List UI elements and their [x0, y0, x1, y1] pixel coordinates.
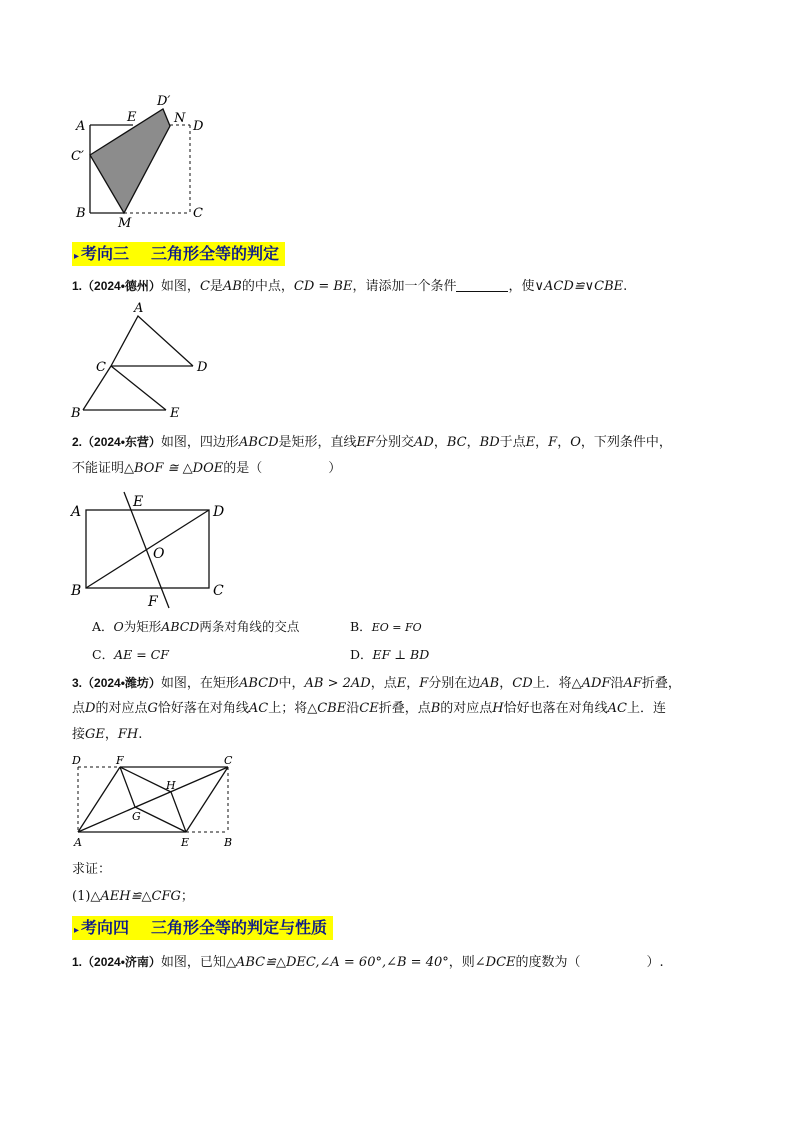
heading-marker-icon: ▸	[74, 251, 80, 262]
question-source: （2024•德州）	[82, 279, 161, 293]
label-A: A	[134, 301, 144, 316]
q-text: 如图，已知	[160, 955, 226, 970]
q-text: ）	[328, 461, 342, 476]
diagonal-BD	[86, 510, 209, 588]
q-math: D	[85, 701, 96, 716]
q-math: E	[525, 435, 536, 450]
section-heading-4	[72, 916, 333, 940]
q-math: BD	[479, 435, 500, 450]
q-text: 上．将	[532, 676, 572, 691]
q-math: △AEH≌△CFG	[90, 889, 181, 904]
q-math: AB > 2AD	[304, 676, 371, 691]
q-text: 的中点，	[241, 279, 294, 294]
heading-label: 考向三	[81, 244, 130, 263]
label-D: D	[72, 754, 81, 767]
label-E: E	[181, 836, 190, 849]
label-D: D	[193, 119, 204, 134]
q-text: ，使	[508, 279, 535, 294]
q-text: 的度数为（	[515, 955, 581, 970]
q-math: F	[419, 676, 429, 691]
q-math: ∨ACD≌∨CBE	[534, 279, 624, 294]
option-C[interactable]	[92, 645, 169, 665]
label-Cprime: C′	[71, 149, 84, 164]
q-math: △ABC≌△DEC,∠A = 60°,∠B = 40°	[225, 955, 449, 970]
q-text: 的对应点	[440, 701, 493, 716]
label-F: F	[116, 754, 124, 767]
q-text: 分别在边	[428, 676, 481, 691]
q-math: EF	[356, 435, 376, 450]
q-text: 沿	[346, 701, 360, 716]
option-A[interactable]	[92, 617, 299, 637]
question-source: （2024•东营）	[82, 435, 161, 449]
heading-label: 考向四	[81, 918, 130, 937]
question-2-line-1	[72, 429, 672, 456]
triangle-ACD	[111, 316, 193, 366]
q-math: O	[570, 435, 581, 450]
label-C: C	[96, 360, 106, 375]
q-math: EF ⊥ BD	[372, 647, 430, 662]
label-Dprime: D′	[157, 94, 171, 109]
label-E: E	[127, 110, 137, 125]
q-math: GE	[85, 727, 105, 742]
q1-figure	[66, 300, 226, 422]
q-text: 如图，在矩形	[160, 676, 239, 691]
label-H: H	[166, 779, 176, 792]
option-B[interactable]	[350, 617, 422, 638]
option-label: B．	[350, 619, 372, 634]
q-text: 上；将	[268, 701, 308, 716]
q-math: AE = CF	[114, 647, 169, 662]
label-E: E	[133, 494, 144, 510]
q-text: ，	[466, 435, 480, 450]
q-text: ，点	[370, 676, 397, 691]
q-math: O	[113, 619, 124, 634]
fold-rectangle-figure	[60, 88, 220, 232]
q-text: ，下列条件中，	[580, 435, 672, 450]
prove-label: 求证：	[72, 862, 112, 877]
label-B: B	[71, 583, 82, 599]
label-F: F	[148, 594, 158, 610]
option-D[interactable]	[350, 645, 429, 665]
label-A: A	[76, 119, 86, 134]
label-O: O	[153, 546, 165, 562]
q-text: ）.	[646, 955, 664, 970]
question-3-line-1	[72, 670, 681, 697]
q-text: ，则	[448, 955, 475, 970]
q-text: ，	[433, 435, 447, 450]
q-text: ，	[535, 435, 549, 450]
label-A: A	[71, 504, 82, 520]
q-text: 两条对角线的交点	[199, 619, 300, 634]
q-math: EO = FO	[371, 621, 422, 634]
question-2-line-2	[72, 456, 341, 482]
label-B: B	[224, 836, 233, 849]
q-math: ABCD	[161, 619, 200, 634]
segment-CE	[111, 366, 166, 410]
q-math: △CBE	[307, 701, 347, 716]
q-math: FH	[117, 727, 139, 742]
q-math: CD = BE	[293, 279, 353, 294]
heading-marker-icon: ▸	[74, 925, 80, 936]
q-text: 如图，四边形	[160, 435, 239, 450]
q-text: 不能证明	[72, 461, 125, 476]
q3-figure	[66, 752, 246, 852]
q-text: 是矩形，直线	[278, 435, 357, 450]
q-text: 中，	[278, 676, 305, 691]
q-math: BC	[446, 435, 467, 450]
label-M: M	[118, 216, 132, 231]
q-text: 折叠，	[641, 676, 681, 691]
option-label: C．	[92, 647, 115, 662]
question-number: 3.	[72, 676, 83, 690]
option-label: A．	[92, 619, 114, 634]
label-D: D	[197, 360, 208, 375]
q-math: ∠DCE	[474, 955, 516, 970]
q-math: H	[492, 701, 504, 716]
q-text: 折叠，点	[378, 701, 431, 716]
question-3-line-2	[72, 696, 666, 722]
q-math: AC	[607, 701, 627, 716]
q-text: 于点	[499, 435, 526, 450]
q-math: C	[199, 279, 210, 294]
q-text: 如图，	[160, 279, 200, 294]
q-math: △BOF ≅ △DOE	[124, 461, 224, 476]
label-B: B	[71, 406, 81, 421]
q-math: AC	[248, 701, 269, 716]
question-number: 2.	[72, 435, 83, 449]
heading-title: 三角形全等的判定	[151, 244, 280, 263]
question-4	[72, 949, 664, 976]
q-math: E	[396, 676, 407, 691]
label-B: B	[76, 206, 86, 221]
label-C: C	[213, 583, 224, 599]
q-math: CD	[512, 676, 533, 691]
label-E: E	[170, 406, 180, 421]
q-text: ，	[104, 727, 118, 742]
q-text: 为矩形	[123, 619, 162, 634]
question-1	[72, 273, 627, 300]
q-text: 恰好落在对角线	[157, 701, 249, 716]
q-text: ；	[180, 889, 194, 904]
q-text: .	[138, 727, 143, 742]
heading-title: 三角形全等的判定与性质	[151, 918, 328, 937]
q-text: (1)	[72, 889, 91, 904]
q-text: 的对应点	[95, 701, 148, 716]
option-label: D．	[350, 647, 373, 662]
q-text: ，	[406, 676, 420, 691]
q-text: ，	[557, 435, 571, 450]
label-D: D	[213, 504, 225, 520]
question-source: （2024•潍坊）	[82, 676, 161, 690]
diagonal-AC	[78, 767, 228, 832]
q-math: AB	[222, 279, 242, 294]
q-math: ABCD	[238, 435, 279, 450]
label-N: N	[174, 111, 186, 126]
question-3-line-3	[72, 722, 142, 748]
q-math: F	[548, 435, 558, 450]
q-math: G	[147, 701, 158, 716]
q-math: B	[430, 701, 441, 716]
q-text: 上．连	[626, 701, 666, 716]
q-math: CE	[359, 701, 379, 716]
label-C: C	[193, 206, 203, 221]
q-math: AD	[414, 435, 434, 450]
question-source: （2024•济南）	[82, 955, 161, 969]
label-C: C	[224, 754, 233, 767]
q-text: 沿	[610, 676, 624, 691]
question-number: 1.	[72, 279, 83, 293]
label-G: G	[132, 810, 141, 823]
q-text: 接	[72, 727, 86, 742]
q-math: △ADF	[571, 676, 611, 691]
answer-blank[interactable]	[456, 277, 508, 292]
q-math: AF	[623, 676, 642, 691]
q-text: 点	[72, 701, 86, 716]
prove-part-1	[72, 884, 194, 910]
q-text: ，请添加一个条件	[352, 279, 457, 294]
q-math: ABCD	[238, 676, 279, 691]
section-heading-3	[72, 242, 285, 266]
q-text: .	[623, 279, 628, 294]
q-text: ，	[499, 676, 513, 691]
q-text: 恰好也落在对角线	[503, 701, 608, 716]
q-text: 的是（	[223, 461, 263, 476]
question-number: 1.	[72, 955, 83, 969]
label-A: A	[74, 836, 82, 849]
q-math: AB	[480, 676, 500, 691]
q-text: 是	[209, 279, 223, 294]
q2-figure	[66, 488, 236, 612]
q-text: 分别交	[375, 435, 415, 450]
